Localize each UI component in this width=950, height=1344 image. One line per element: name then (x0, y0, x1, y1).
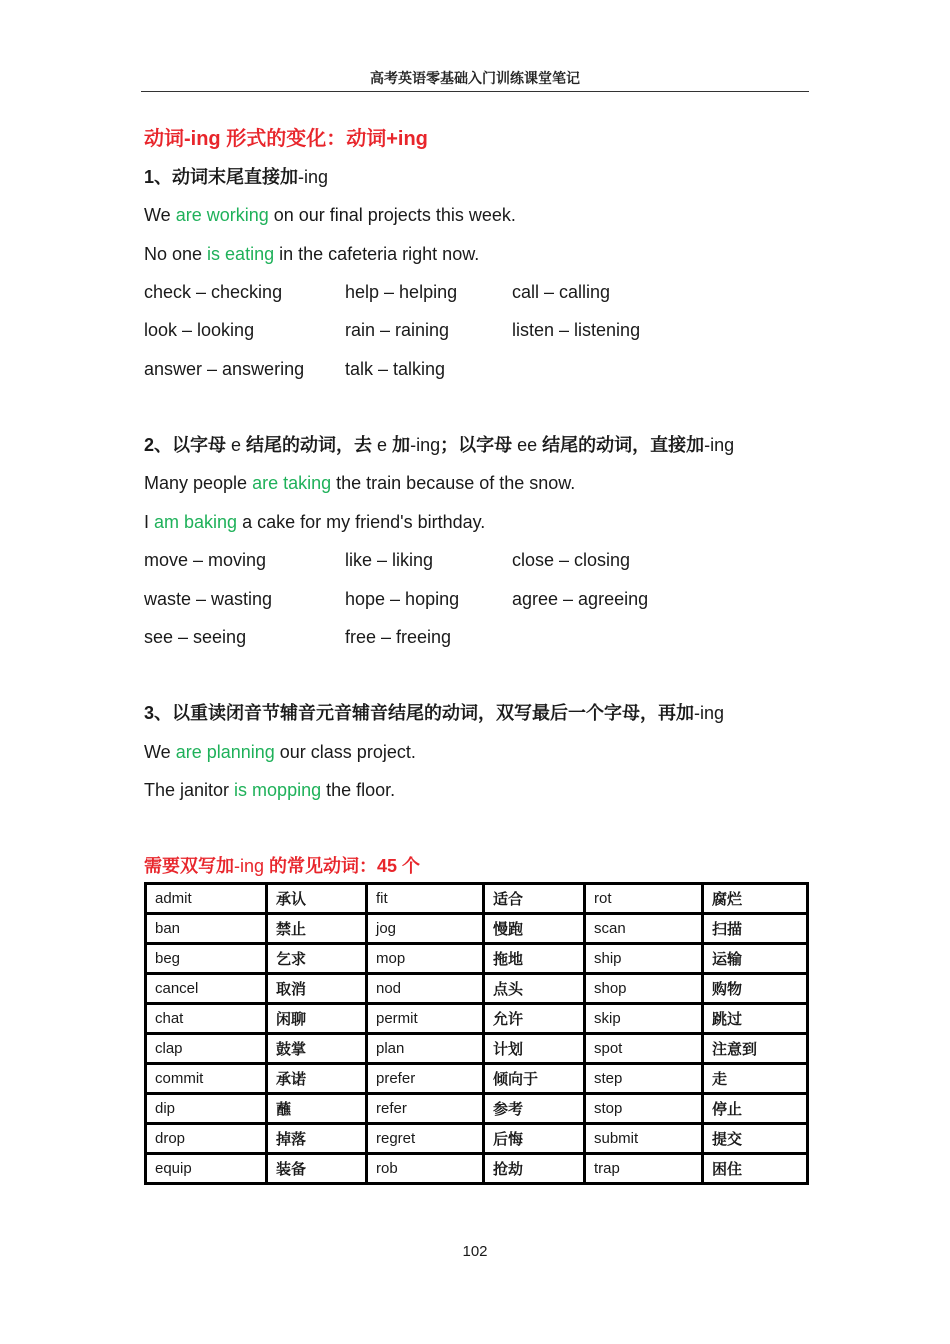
word-pair: hope – hoping (345, 589, 460, 609)
verb-cell: rot (585, 884, 703, 914)
meaning-cell: 购物 (703, 974, 808, 1004)
verb-cell: dip (146, 1094, 267, 1124)
word-pair: agree – agreeing (512, 589, 649, 609)
verb-cell: rob (367, 1154, 484, 1184)
rule-3-suffix: -ing (694, 703, 725, 723)
word-pair: free – freeing (345, 627, 452, 647)
word-pair: rain – raining (345, 320, 450, 340)
verb-cell: admit (146, 884, 267, 914)
verb-cell: jog (367, 914, 484, 944)
word-pair: call – calling (512, 282, 611, 302)
table-title (144, 854, 420, 878)
table-row (146, 1094, 808, 1124)
page-number: 102 (462, 1243, 488, 1260)
verb-highlight: is mopping (234, 780, 322, 800)
rule-2-letter: e (377, 435, 388, 455)
meaning-cell: 承认 (267, 884, 367, 914)
table-title-text: 的常见动词：45 个 (264, 856, 421, 876)
meaning-cell: 停止 (703, 1094, 808, 1124)
rule-1-suffix: -ing (298, 167, 329, 187)
example-text: No one (144, 244, 208, 264)
verb-cell: skip (585, 1004, 703, 1034)
word-pair: move – moving (144, 550, 267, 570)
rule-2-text: 结尾的动词，直接加 (537, 435, 705, 455)
verb-cell: scan (585, 914, 703, 944)
rule-2-letter: ee (517, 435, 538, 455)
meaning-cell: 承诺 (267, 1064, 367, 1094)
table-row (146, 944, 808, 974)
verb-cell: submit (585, 1124, 703, 1154)
example-text: We (144, 742, 176, 762)
verb-cell: refer (367, 1094, 484, 1124)
verb-cell: ban (146, 914, 267, 944)
verb-cell: mop (367, 944, 484, 974)
table-row (146, 1004, 808, 1034)
word-pair: waste – wasting (144, 589, 273, 609)
word-pair: listen – listening (512, 320, 641, 340)
rule-2-letter: e (231, 435, 242, 455)
verb-cell: ship (585, 944, 703, 974)
word-pair: see – seeing (144, 627, 247, 647)
rule-2-text: 加 (387, 435, 411, 455)
example-text: in the cafeteria right now. (274, 244, 480, 264)
rule-2-suffix: -ing (704, 435, 735, 455)
example-1 (144, 203, 516, 227)
verb-cell: nod (367, 974, 484, 1004)
meaning-cell: 掉落 (267, 1124, 367, 1154)
word-pair: answer – answering (144, 359, 305, 379)
word-pair: like – liking (345, 550, 434, 570)
example-text: the floor. (321, 780, 396, 800)
rule-1-text: 1、动词末尾直接加 (144, 167, 299, 187)
meaning-cell: 鼓掌 (267, 1034, 367, 1064)
meaning-cell: 倾向于 (484, 1064, 585, 1094)
table-row (146, 884, 808, 914)
table-row (146, 1064, 808, 1094)
word-pair: talk – talking (345, 359, 446, 379)
meaning-cell: 困住 (703, 1154, 808, 1184)
table-title-suffix: -ing (234, 856, 265, 876)
verb-highlight: are taking (252, 473, 332, 493)
meaning-cell: 蘸 (267, 1094, 367, 1124)
example-text: I (144, 512, 155, 532)
example-text: Many people (144, 473, 253, 493)
word-pair: check – checking (144, 282, 283, 302)
meaning-cell: 慢跑 (484, 914, 585, 944)
verb-cell: cancel (146, 974, 267, 1004)
rule-1 (144, 165, 328, 189)
table-row (146, 1154, 808, 1184)
example-text: a cake for my friend's birthday. (237, 512, 486, 532)
example-2 (144, 242, 479, 266)
rule-2-suffix: -ing (410, 435, 441, 455)
meaning-cell: 注意到 (703, 1034, 808, 1064)
meaning-cell: 运输 (703, 944, 808, 974)
verb-cell: fit (367, 884, 484, 914)
rule-2-text: 2、以字母 (144, 435, 232, 455)
page-header: 高考英语零基础入门训练课堂笔记 (370, 70, 580, 86)
meaning-cell: 腐烂 (703, 884, 808, 914)
verb-cell: step (585, 1064, 703, 1094)
meaning-cell: 闲聊 (267, 1004, 367, 1034)
meaning-cell: 取消 (267, 974, 367, 1004)
meaning-cell: 禁止 (267, 914, 367, 944)
meaning-cell: 提交 (703, 1124, 808, 1154)
meaning-cell: 适合 (484, 884, 585, 914)
example-text: on our final projects this week. (268, 205, 516, 225)
verb-highlight: are planning (175, 742, 275, 762)
meaning-cell: 允许 (484, 1004, 585, 1034)
table-title-text: 需要双写加 (144, 856, 234, 876)
verb-highlight: is eating (207, 244, 275, 264)
example-6 (144, 778, 395, 802)
example-text: our class project. (274, 742, 416, 762)
example-text: the train because of the snow. (331, 473, 576, 493)
word-pair: close – closing (512, 550, 631, 570)
verb-cell: beg (146, 944, 267, 974)
section-heading: 动词-ing 形式的变化：动词+ing (144, 128, 428, 150)
example-text: We (144, 205, 176, 225)
verb-cell: prefer (367, 1064, 484, 1094)
rule-3 (144, 701, 724, 725)
meaning-cell: 计划 (484, 1034, 585, 1064)
meaning-cell: 点头 (484, 974, 585, 1004)
example-3 (144, 471, 575, 495)
rule-2-text: ；以字母 (440, 435, 518, 455)
table-row (146, 1034, 808, 1064)
verb-highlight: are working (175, 205, 269, 225)
verb-table (144, 882, 809, 1185)
meaning-cell: 走 (703, 1064, 808, 1094)
example-5 (144, 740, 416, 764)
meaning-cell: 抢劫 (484, 1154, 585, 1184)
example-4 (144, 510, 485, 534)
verb-table-body (146, 884, 808, 1184)
meaning-cell: 跳过 (703, 1004, 808, 1034)
verb-cell: shop (585, 974, 703, 1004)
verb-cell: clap (146, 1034, 267, 1064)
meaning-cell: 扫描 (703, 914, 808, 944)
word-pair: help – helping (345, 282, 458, 302)
verb-cell: spot (585, 1034, 703, 1064)
meaning-cell: 装备 (267, 1154, 367, 1184)
rule-2-text: 结尾的动词，去 (241, 435, 378, 455)
meaning-cell: 后悔 (484, 1124, 585, 1154)
verb-cell: trap (585, 1154, 703, 1184)
table-row (146, 974, 808, 1004)
meaning-cell: 乞求 (267, 944, 367, 974)
verb-cell: equip (146, 1154, 267, 1184)
verb-cell: commit (146, 1064, 267, 1094)
verb-cell: permit (367, 1004, 484, 1034)
verb-cell: chat (146, 1004, 267, 1034)
verb-cell: drop (146, 1124, 267, 1154)
rule-2 (144, 433, 734, 457)
table-row (146, 914, 808, 944)
verb-cell: plan (367, 1034, 484, 1064)
word-pair: look – looking (144, 320, 255, 340)
verb-highlight: am baking (154, 512, 238, 532)
table-row (146, 1124, 808, 1154)
verb-cell: regret (367, 1124, 484, 1154)
rule-3-text: 3、以重读闭音节辅音元音辅音结尾的动词，双写最后一个字母，再加 (144, 703, 695, 723)
header-divider (141, 91, 809, 92)
meaning-cell: 参考 (484, 1094, 585, 1124)
verb-cell: stop (585, 1094, 703, 1124)
example-text: The janitor (144, 780, 235, 800)
meaning-cell: 拖地 (484, 944, 585, 974)
